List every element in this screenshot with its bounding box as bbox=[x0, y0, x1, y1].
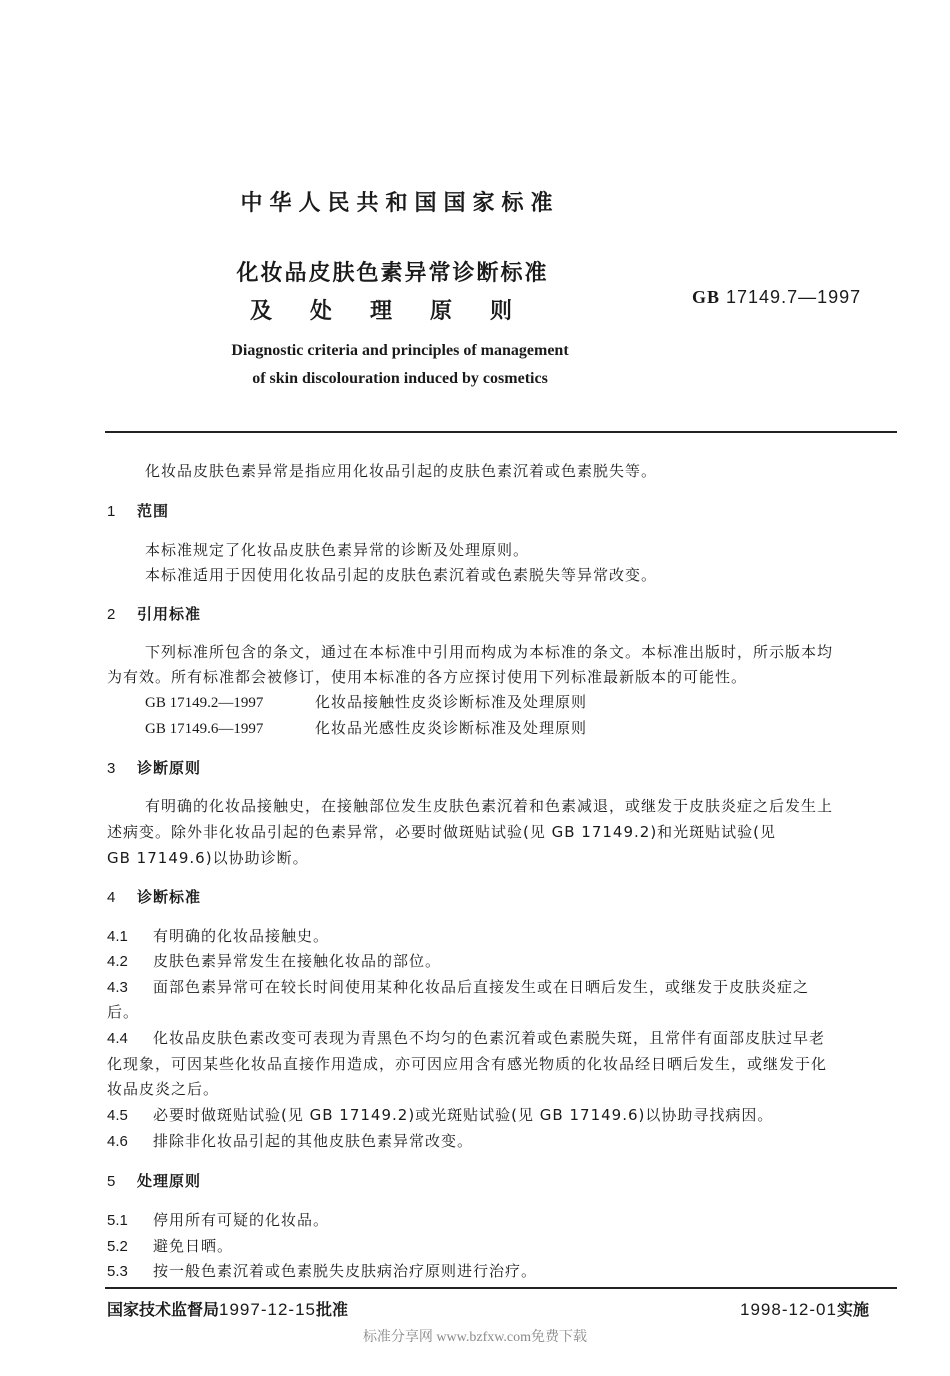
section-title: 引用标准 bbox=[137, 605, 202, 623]
header-divider bbox=[105, 431, 897, 433]
list-item bbox=[107, 1235, 233, 1256]
section-number: 2 bbox=[107, 606, 117, 623]
section-title: 诊断原则 bbox=[137, 759, 202, 777]
paragraph: 有明确的化妆品接触史，在接触部位发生皮肤色素沉着和色素减退，或继发于皮肤炎症之后发生上 bbox=[145, 797, 834, 815]
effective-info bbox=[740, 1297, 869, 1320]
reference-code: GB 17149.2—1997 bbox=[145, 695, 264, 711]
clause-text: 有明确的化妆品接触史。 bbox=[153, 927, 330, 945]
list-item bbox=[107, 1104, 773, 1125]
paragraph: 本标准适用于因使用化妆品引起的皮肤色素沉着或色素脱失等异常改变。 bbox=[145, 566, 658, 584]
national-standard-heading: 中华人民共和国国家标准 bbox=[240, 191, 560, 216]
paragraph: 述病变。除外非化妆品引起的色素异常，必要时做斑贴试验(见 GB 17149.2)和光斑贴试验(见 bbox=[107, 823, 777, 841]
approval-label: 批准 bbox=[315, 1300, 348, 1319]
standard-code: 17149.7—1997 bbox=[726, 287, 862, 307]
clause-continuation: 妆品皮炎之后。 bbox=[107, 1080, 220, 1098]
paragraph: 为有效。所有标准都会被修订，使用本标准的各方应探讨使用下列标准最新版本的可能性。 bbox=[107, 668, 748, 686]
english-title-line1: Diagnostic criteria and principles of management bbox=[231, 342, 569, 359]
clause-text: 排除非化妆品引起的其他皮肤色素异常改变。 bbox=[153, 1132, 474, 1150]
clause-text: 皮肤色素异常发生在接触化妆品的部位。 bbox=[153, 952, 442, 970]
clause-number: 4.5 bbox=[107, 1107, 128, 1124]
approver: 国家技术监督局 bbox=[107, 1300, 220, 1319]
paragraph: 本标准规定了化妆品皮肤色素异常的诊断及处理原则。 bbox=[145, 541, 530, 559]
section-number: 3 bbox=[107, 760, 117, 777]
section-title: 处理原则 bbox=[137, 1172, 202, 1190]
list-item bbox=[107, 1260, 537, 1281]
clause-number: 4.3 bbox=[107, 979, 128, 996]
clause-continuation: 化现象，可因某些化妆品直接作用造成，亦可因应用含有感光物质的化妆品经日晒后发生，或继发于化 bbox=[107, 1055, 828, 1073]
clause-number: 4.2 bbox=[107, 953, 128, 970]
page-title: 化妆品皮肤色素异常诊断标准 bbox=[236, 261, 549, 286]
list-item bbox=[107, 950, 441, 971]
section-heading-1 bbox=[107, 500, 169, 521]
reference-item bbox=[145, 717, 587, 738]
list-item bbox=[107, 1130, 473, 1151]
clause-text: 按一般色素沉着或色素脱失皮肤病治疗原则进行治疗。 bbox=[153, 1262, 538, 1280]
intro-paragraph: 化妆品皮肤色素异常是指应用化妆品引起的皮肤色素沉着或色素脱失等。 bbox=[145, 462, 658, 480]
list-item bbox=[107, 1209, 329, 1230]
footer-divider bbox=[105, 1287, 897, 1289]
paragraph: GB 17149.6)以协助诊断。 bbox=[107, 849, 309, 867]
watermark: 标准分享网 www.bzfxw.com免费下载 bbox=[362, 1330, 588, 1345]
paragraph: 下列标准所包含的条文，通过在本标准中引用而构成为本标准的条文。本标准出版时，所示版本均 bbox=[145, 643, 834, 661]
list-item bbox=[107, 1027, 825, 1048]
section-heading-5 bbox=[107, 1170, 201, 1191]
clause-number: 4.1 bbox=[107, 928, 128, 945]
english-title-line2: of skin discolouration induced by cosmetics bbox=[252, 370, 548, 387]
reference-item bbox=[145, 691, 587, 712]
clause-number: 4.6 bbox=[107, 1133, 128, 1150]
standard-number bbox=[692, 287, 861, 308]
reference-title: 化妆品光感性皮炎诊断标准及处理原则 bbox=[315, 719, 588, 737]
standard-prefix: GB bbox=[692, 287, 721, 307]
reference-title: 化妆品接触性皮炎诊断标准及处理原则 bbox=[315, 693, 588, 711]
section-title: 诊断标准 bbox=[137, 888, 202, 906]
section-title: 范围 bbox=[137, 502, 170, 520]
clause-number: 4.4 bbox=[107, 1030, 128, 1047]
clause-text: 避免日晒。 bbox=[153, 1237, 234, 1255]
section-heading-4 bbox=[107, 886, 201, 907]
clause-number: 5.2 bbox=[107, 1238, 128, 1255]
section-number: 4 bbox=[107, 889, 117, 906]
clause-text: 面部色素异常可在较长时间使用某种化妆品后直接发生或在日晒后发生，或继发于皮肤炎症之 bbox=[153, 978, 810, 996]
section-heading-3 bbox=[107, 757, 201, 778]
clause-text: 必要时做斑贴试验(见 GB 17149.2)或光斑贴试验(见 GB 17149.6)以协助寻找病因。 bbox=[153, 1106, 774, 1124]
clause-number: 5.1 bbox=[107, 1212, 128, 1229]
approval-info bbox=[107, 1297, 348, 1320]
clause-number: 5.3 bbox=[107, 1263, 128, 1280]
clause-text: 停用所有可疑的化妆品。 bbox=[153, 1211, 330, 1229]
list-item bbox=[107, 976, 809, 997]
effective-date: 1998-12-01 bbox=[740, 1300, 837, 1319]
clause-text: 化妆品皮肤色素改变可表现为青黑色不均匀的色素沉着或色素脱失斑，且常伴有面部皮肤过早老 bbox=[153, 1029, 826, 1047]
list-item bbox=[107, 925, 329, 946]
effective-label: 实施 bbox=[836, 1300, 869, 1319]
clause-continuation: 后。 bbox=[107, 1003, 140, 1021]
section-heading-2 bbox=[107, 603, 201, 624]
section-number: 1 bbox=[107, 503, 117, 520]
reference-code: GB 17149.6—1997 bbox=[145, 721, 264, 737]
approval-date: 1997-12-15 bbox=[219, 1300, 316, 1319]
section-number: 5 bbox=[107, 1173, 117, 1190]
page-title-line2: 及处理原则 bbox=[249, 299, 550, 324]
